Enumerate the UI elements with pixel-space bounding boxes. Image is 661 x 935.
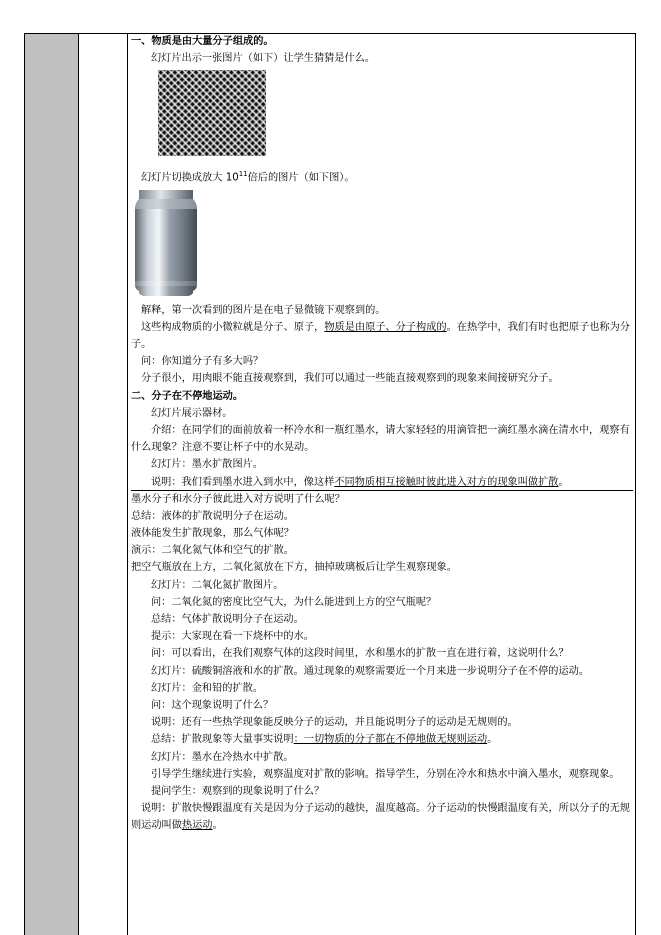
s2-line-2: 介绍：在同学们的面前放着一杯冷水和一瓶红墨水，请大家轻轻的用滴管把一滴红墨水滴在清水中，观察有什么现象？注意不要让杯子中的水晃动。 <box>131 424 630 454</box>
slide-zoom-text <box>131 166 633 183</box>
s2-line-16: 幻灯片：金和铅的扩散。 <box>151 682 264 694</box>
can-image-container <box>131 184 633 302</box>
explain-text: 解释，第一次看到的图片是在电子显微镜下观察到的。 <box>141 304 386 316</box>
s2-line-23 <box>131 800 633 834</box>
s2-line-10: 幻灯片：二氧化氮扩散图片。 <box>151 579 284 591</box>
s2-line-23-post: 。 <box>212 820 223 832</box>
molecule-para-pre: 这些构成物质的小微粒就是分子、原子， <box>141 321 325 333</box>
question-molecule-size: 问：你知道分子有多大吗？ <box>141 356 264 368</box>
zoom-text-pre: 幻灯片切换成放大 10 <box>141 172 239 184</box>
s2-line-14: 问：可以看出，在我们观察气体的这段时间里，水和墨水的扩散一直在进行着，这说明什么？ <box>151 648 569 660</box>
s2-line-19 <box>131 731 633 748</box>
lesson-content <box>131 33 633 835</box>
s2-line-4-pre: 说明：我们看到墨水进入到水中，像这样 <box>151 476 335 488</box>
molecule-para-underlined: 物质是由原子、分子构成的 <box>324 321 447 333</box>
s2-line-20: 幻灯片：墨水在冷热水中扩散。 <box>151 751 294 763</box>
s2-line-23-pre: 说明：扩散快慢跟温度有关是因为分子运动的越快，温度越高。分子运动的快慢跟温度有关，所以分子的无规则运动叫做 <box>131 803 630 832</box>
s2-line-8: 演示：二氧化氮气体和空气的扩散。 <box>131 545 294 557</box>
microscope-image-container <box>131 70 633 166</box>
molecule-paragraph <box>131 319 633 353</box>
s2-line-1: 幻灯片展示器材。 <box>151 407 233 419</box>
s2-line-22: 提问学生：观察到的现象说明了什么？ <box>151 785 325 797</box>
s2-line-7: 液体能发生扩散现象，那么气体呢？ <box>131 528 294 540</box>
diffusion-definition: 不同物质相互接触时彼此进入对方的现象叫做扩散 <box>334 476 559 488</box>
section2-heading: 二、分子在不停地运动。 <box>131 390 244 402</box>
table-border-left <box>24 33 25 935</box>
table-gray-column <box>25 34 78 935</box>
s2-line-15: 幻灯片：硫酸铜溶液和水的扩散。通过现象的观察需要近一个月来进一步说明分子在不停的运动。 <box>151 665 590 677</box>
molecular-motion-conclusion: ：一切物质的分子都在不停地做无规则运动 <box>293 734 488 746</box>
s2-line-9: 把空气瓶放在上方，二氧化氮放在下方，抽掉玻璃板后让学生观察现象。 <box>131 562 457 574</box>
s2-line-17: 问：这个现象说明了什么？ <box>151 699 274 711</box>
answer-molecule-size: 分子很小，用肉眼不能直接观察到，我们可以通过一些能直接观察到的现象来间接研究分子。 <box>141 373 559 385</box>
s2-line-11: 问：二氧化氮的密度比空气大，为什么能进到上方的空气瓶呢？ <box>151 596 437 608</box>
section1-heading: 一、物质是由大量分子组成的。 <box>131 36 274 47</box>
s2-line-18: 说明：还有一些热学现象能反映分子的运动，并且能说明分子的运动是无规则的。 <box>151 717 518 729</box>
aluminum-can-image <box>133 189 199 297</box>
molecule-para-post: 。在热学中，我们有时也把原子也称为分子。 <box>131 321 630 350</box>
s2-line-19-pre: 总结：扩散现象等大量事实说明 <box>151 734 294 746</box>
s2-line-4 <box>131 474 633 491</box>
s2-line-4-post: 。 <box>558 476 569 488</box>
thermal-motion-term: 热运动 <box>181 820 213 832</box>
s2-line-5: 墨水分子和水分子彼此进入对方说明了什么呢？ <box>131 493 345 505</box>
s2-line-3: 幻灯片：墨水扩散图片。 <box>151 459 264 471</box>
table-border-col1 <box>78 33 79 935</box>
zoom-text-post: 倍后的图片（如下图）。 <box>247 172 355 184</box>
slide-intro-text: 幻灯片出示一张图片（如下）让学生猜猜是什么。 <box>151 53 376 65</box>
zoom-exponent: 11 <box>238 170 248 179</box>
s2-line-21: 引导学生继续进行实验，观察温度对扩散的影响。指导学生，分别在冷水和热水中滴入墨水，观察现象。 <box>151 768 620 780</box>
s2-line-6: 总结：液体的扩散说明分子在运动。 <box>131 510 294 522</box>
table-border-right <box>635 33 636 935</box>
table-border-col2 <box>127 33 128 935</box>
microscope-atoms-image <box>158 70 266 156</box>
s2-line-19-post: 。 <box>487 734 498 746</box>
s2-line-12: 总结：气体扩散说明分子在运动。 <box>151 614 304 625</box>
s2-line-13: 提示：大家现在看一下烧杯中的水。 <box>151 631 314 643</box>
